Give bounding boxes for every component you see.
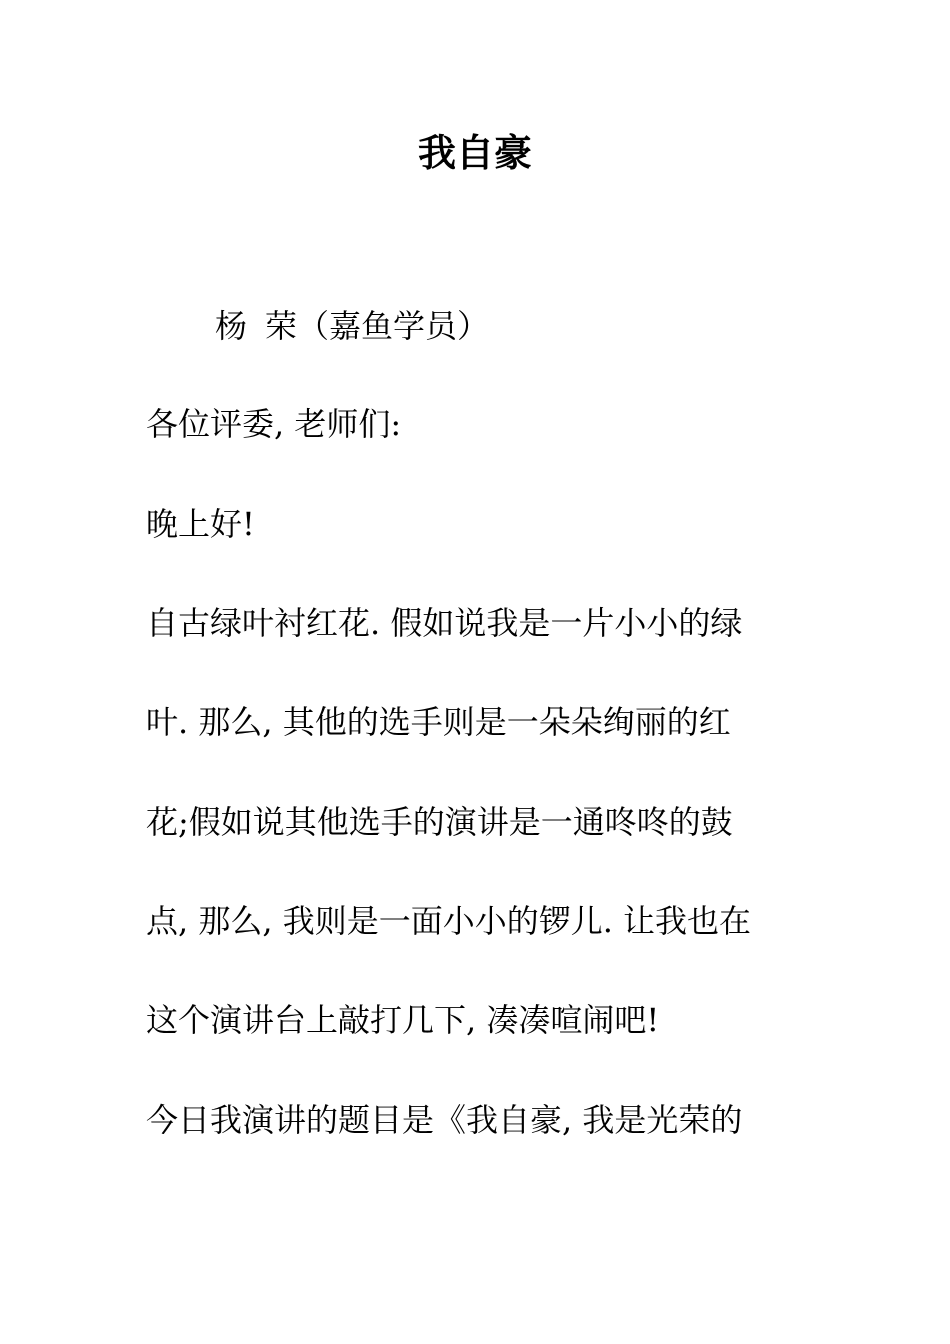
body-line-3: 自古绿叶衬红花. 假如说我是一片小小的绿 — [146, 604, 743, 642]
body-line-7: 这个演讲台上敲打几下, 凑凑喧闹吧! — [146, 1001, 660, 1039]
author-note: （嘉鱼学员） — [297, 307, 490, 345]
body-line-2: 晚上好! — [146, 505, 255, 543]
body-line-8: 今日我演讲的题目是《我自豪, 我是光荣的 — [146, 1101, 743, 1139]
author-name-first: 杨 — [215, 307, 248, 345]
body-line-5: 花;假如说其他选手的演讲是一通咚咚的鼓 — [146, 803, 733, 841]
author-line — [215, 304, 489, 348]
body-line-6: 点, 那么, 我则是一面小小的锣儿. 让我也在 — [146, 902, 752, 940]
body-line-1: 各位评委, 老师们: — [146, 405, 402, 443]
body-line-4: 叶. 那么, 其他的选手则是一朵朵绚丽的红 — [146, 703, 731, 741]
document-title: 我自豪 — [417, 131, 532, 175]
author-name-second: 荣 — [265, 307, 298, 345]
